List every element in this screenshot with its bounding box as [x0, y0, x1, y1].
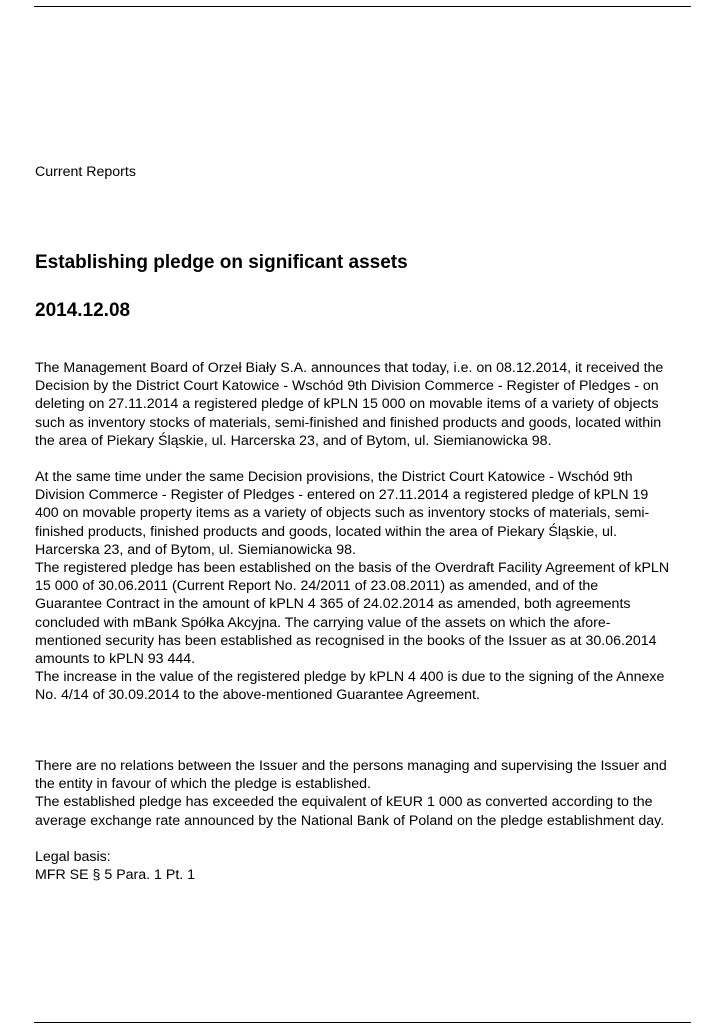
top-divider	[34, 6, 691, 7]
report-date: 2014.12.08	[35, 300, 131, 321]
section-label: Current Reports	[35, 164, 136, 180]
paragraph-pledge-entry: At the same time under the same Decision provisions, the District Court Katowice - Wschód 9th Division Commerce - Register of Pledges - entered on 27.11.2014 a registered pledge of kPLN 19 400 on movable property items as a variety of objects such as inventory stocks of materials, semi- finished products, finished products and goods, located within the area of Piekary Śląskie, ul. Harcerska 23, and of Bytom, ul. Siemianowicka 98. The registered pledge has been established on the basis of the Overdraft Facility Agreement of kPLN 15 000 of 30.06.2011 (Current Report No. 24/2011 of 23.08.2011) as amended, and of the Guarantee Contract in the amount of kPLN 4 365 of 24.02.2014 as amended, both agreements concluded with mBank Spółka Akcyjna. The carrying value of the assets on which the afore- mentioned security has been established as recognised in the books of the Issuer as at 30.06.2014 amounts to kPLN 93 444. The increase in the value of the registered pledge by kPLN 4 400 is due to the signing of the Annexe No. 4/14 of 30.09.2014 to the above-mentioned Guarantee Agreement.	[35, 469, 670, 704]
report-title: Establishing pledge on significant assets	[35, 252, 408, 273]
paragraph-pledge-deletion: The Management Board of Orzeł Biały S.A. announces that today, i.e. on 08.12.2014, it received the Decision by the District Court Katowice - Wschód 9th Division Commerce - Register of Pledges - on deleting on 27.11.2014 a registered pledge of kPLN 15 000 on movable items of a variety of objects such as inventory stocks of materials, semi-finished and finished products and goods, located within the area of Piekary Śląskie, ul. Harcerska 23, and of Bytom, ul. Siemianowicka 98.	[35, 360, 664, 449]
bottom-divider	[34, 1022, 691, 1023]
paragraph-relations: There are no relations between the Issuer and the persons managing and supervising the Issuer and the entity in favour of which the pledge is established. The established pledge has exceeded the equivalent of kEUR 1 000 as converted according to the average exchange rate announced by the National Bank of Poland on the pledge establishment day.	[35, 758, 667, 829]
paragraph-legal-basis: Legal basis: MFR SE § 5 Para. 1 Pt. 1	[35, 849, 196, 884]
